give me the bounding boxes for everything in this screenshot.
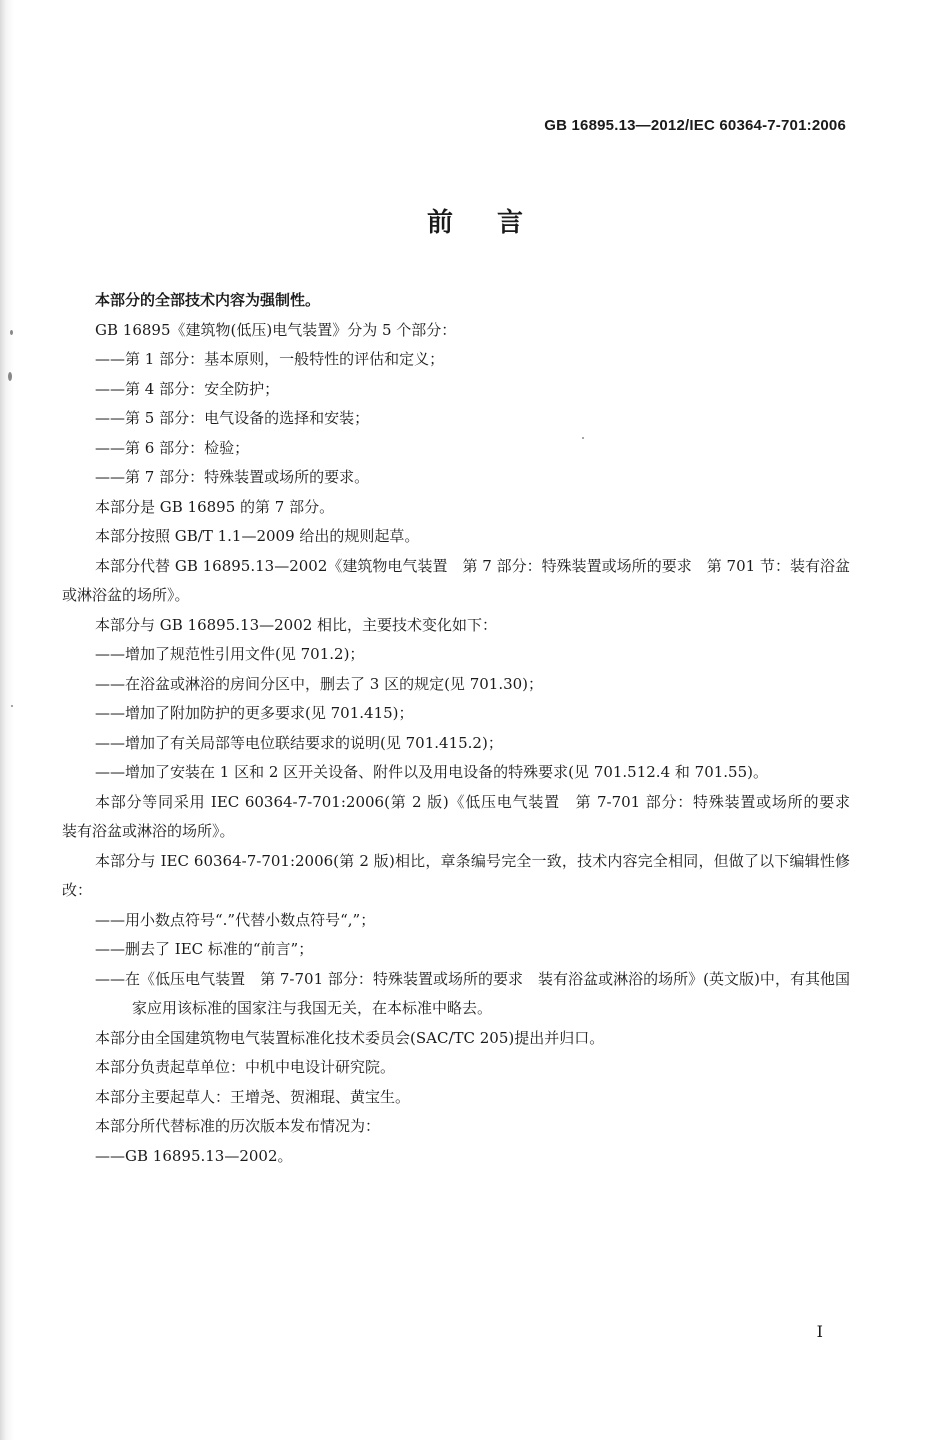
foreword-body (62, 286, 866, 1171)
list-item: ——第 6 部分：检验； (95, 438, 250, 457)
list-item: ——GB 16895.13—2002。 (95, 1146, 293, 1165)
scan-speck (8, 372, 12, 381)
scan-speck (11, 705, 13, 707)
paragraph: 本部分等同采用 IEC 60364-7-701:2006(第 2 版)《低压电气装置 第 7-701 部分：特殊装置或场所的要求 装有浴盆或淋浴的场所》。 (62, 792, 866, 840)
list-item: ——增加了安装在 1 区和 2 区开关设备、附件以及用电设备的特殊要求(见 701.512.4 和 701.55)。 (95, 763, 768, 781)
list-item: ——增加了附加防护的更多要求(见 701.415)； (95, 704, 414, 722)
page-title: 前言 (426, 208, 567, 238)
paragraph: 本部分负责起草单位：中机中电设计研究院。 (95, 1058, 396, 1076)
list-item: ——第 7 部分：特殊装置或场所的要求。 (95, 468, 370, 486)
mandatory-statement: 本部分的全部技术内容为强制性。 (95, 291, 321, 309)
list-item: ——第 1 部分：基本原则，一般特性的评估和定义； (95, 350, 445, 368)
list-item: ——增加了有关局部等电位联结要求的说明(见 701.415.2)； (95, 733, 503, 752)
scan-speck (10, 330, 13, 335)
paragraph: 本部分主要起草人：王增尧、贺湘琨、黄宝生。 (95, 1087, 411, 1106)
list-item: ——在《低压电气装置 第 7-701 部分：特殊装置或场所的要求 装有浴盆或淋浴的场所》(英文版)中，有其他国家应用该标准的国家注与我国无关，在本标准中略去。 (95, 969, 850, 1017)
paragraph: 本部分由全国建筑物电气装置标准化技术委员会(SAC/TC 205)提出并归口。 (95, 1028, 605, 1047)
paragraph: 本部分代替 GB 16895.13—2002《建筑物电气装置 第 7 部分：特殊装置或场所的要求 第 701 节：装有浴盆或淋浴盆的场所》。 (62, 556, 850, 604)
paragraph: 本部分是 GB 16895 的第 7 部分。 (95, 497, 335, 516)
paragraph: 本部分与 GB 16895.13—2002 相比，主要技术变化如下： (95, 615, 498, 634)
paragraph: 本部分所代替标准的历次版本发布情况为： (95, 1117, 381, 1135)
paragraph: 本部分按照 GB/T 1.1—2009 给出的规则起草。 (95, 527, 420, 545)
list-item: ——在浴盆或淋浴的房间分区中，删去了 3 区的规定(见 701.30)； (95, 674, 544, 693)
standard-number: GB 16895.13—2012/IEC 60364-7-701:2006 (544, 117, 846, 134)
paragraph: GB 16895《建筑物(低压)电气装置》分为 5 个部分： (95, 320, 457, 339)
list-item: ——第 5 部分：电气设备的选择和安装； (95, 409, 370, 427)
paragraph: 本部分与 IEC 60364-7-701:2006(第 2 版)相比，章条编号完全一致，技术内容完全相同，但做了以下编辑性修改： (62, 851, 850, 899)
page-number: I (816, 1322, 823, 1341)
list-item: ——用小数点符号“.”代替小数点符号“,”； (95, 910, 376, 929)
list-item: ——增加了规范性引用文件(见 701.2)； (95, 645, 365, 663)
list-item: ——第 4 部分：安全防护； (95, 379, 280, 398)
list-item: ——删去了 IEC 标准的“前言”； (95, 940, 314, 958)
